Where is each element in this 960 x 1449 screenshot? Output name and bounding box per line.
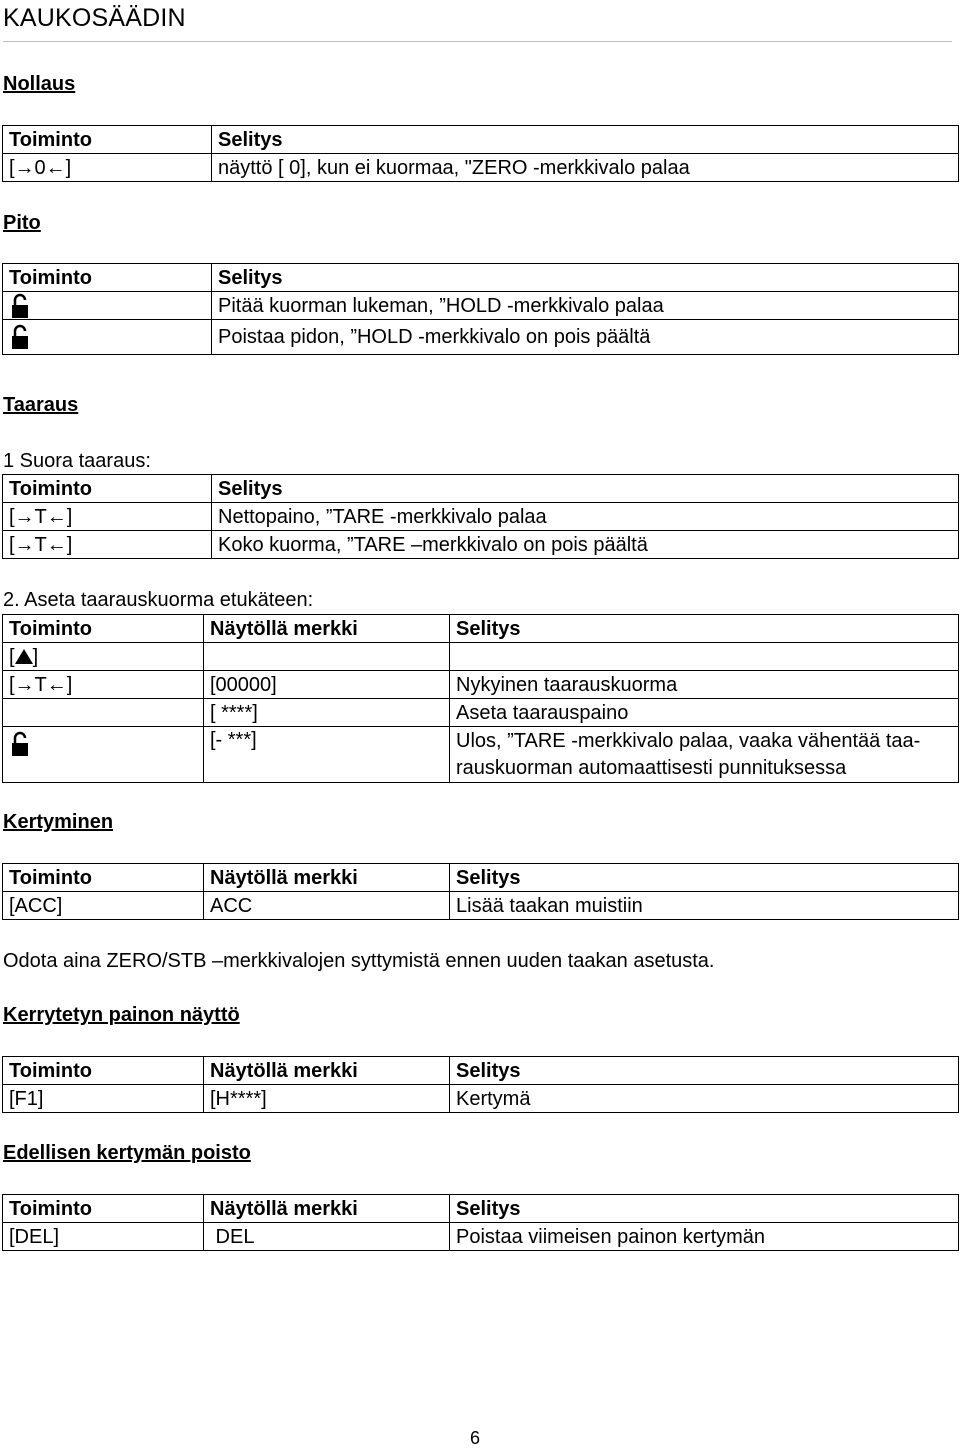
header-cell: Toiminto	[3, 1195, 204, 1223]
action-cell: [ACC]	[3, 892, 204, 920]
section-heading-kertyminen: Kertyminen	[3, 811, 114, 833]
header-cell: Näytöllä merkki	[204, 864, 450, 892]
page-title: KAUKOSÄÄDIN	[3, 4, 186, 32]
table-kertyminen	[2, 863, 959, 920]
display-cell: [H****]	[204, 1085, 450, 1113]
header-cell: Selitys	[450, 615, 959, 643]
table-suora-taaraus	[2, 474, 959, 559]
action-cell: [→T←]	[3, 531, 212, 559]
display-cell: [- ***]	[204, 727, 450, 783]
table-header-row	[3, 615, 959, 643]
header-cell: Näytöllä merkki	[204, 1195, 450, 1223]
description-cell: Ulos, ”TARE -merkkivalo palaa, vaaka vähentää taa-rauskuorman automaattisesti punnituksessa	[450, 727, 959, 783]
header-cell: Toiminto	[3, 1057, 204, 1085]
description-cell: Aseta taarauspaino	[450, 699, 959, 727]
table-row	[3, 531, 959, 559]
display-cell: DEL	[204, 1223, 450, 1251]
table-aseta-taarauskuorma	[2, 614, 959, 783]
action-cell	[3, 292, 212, 320]
header-cell: Selitys	[212, 475, 959, 503]
action-cell	[3, 727, 204, 783]
table-row	[3, 727, 959, 783]
section-heading-pito: Pito	[3, 212, 41, 234]
lock-icon	[11, 731, 29, 757]
lock-icon	[11, 324, 29, 350]
header-cell: Selitys	[450, 864, 959, 892]
title-divider	[3, 41, 952, 42]
header-cell: Selitys	[212, 126, 959, 154]
table-row	[3, 292, 959, 320]
table-kerrytetyn-painon	[2, 1056, 959, 1113]
table-header-row	[3, 1057, 959, 1085]
table-row	[3, 699, 959, 727]
note-text: Odota aina ZERO/STB –merkkivalojen syttymistä ennen uuden taakan asetusta.	[3, 950, 715, 972]
description-cell: Nykyinen taarauskuorma	[450, 671, 959, 699]
subheading-aseta-taarauskuorma: 2. Aseta taarauskuorma etukäteen:	[3, 589, 314, 611]
description-cell: Poistaa viimeisen painon kertymän	[450, 1223, 959, 1251]
up-triangle-icon	[15, 649, 33, 664]
header-cell: Toiminto	[3, 615, 204, 643]
description-cell: Poistaa pidon, ”HOLD -merkkivalo on pois päältä	[212, 320, 959, 355]
action-cell: [→T←]	[3, 671, 204, 699]
action-cell	[3, 320, 212, 355]
section-heading-kerrytetyn-painon: Kerrytetyn painon näyttö	[3, 1004, 240, 1026]
header-cell: Näytöllä merkki	[204, 1057, 450, 1085]
header-cell: Toiminto	[3, 475, 212, 503]
table-row	[3, 154, 959, 182]
table-header-row	[3, 475, 959, 503]
subheading-suora-taaraus: 1 Suora taaraus:	[3, 450, 151, 472]
description-cell	[450, 643, 959, 671]
header-cell: Selitys	[450, 1057, 959, 1085]
section-heading-edellisen-kertyman: Edellisen kertymän poisto	[3, 1142, 251, 1164]
header-cell: Selitys	[450, 1195, 959, 1223]
table-row	[3, 1085, 959, 1113]
table-row	[3, 1223, 959, 1251]
description-cell: näyttö [ 0], kun ei kuormaa, "ZERO -merkkivalo palaa	[212, 154, 959, 182]
action-cell: [→0←]	[3, 154, 212, 182]
table-pito	[2, 263, 959, 355]
table-row	[3, 892, 959, 920]
description-cell: Kertymä	[450, 1085, 959, 1113]
display-cell: [00000]	[204, 671, 450, 699]
header-cell: Toiminto	[3, 864, 204, 892]
header-cell: Selitys	[212, 264, 959, 292]
header-cell: Näytöllä merkki	[204, 615, 450, 643]
table-row	[3, 320, 959, 355]
action-cell	[3, 699, 204, 727]
header-cell: Toiminto	[3, 126, 212, 154]
description-cell: Lisää taakan muistiin	[450, 892, 959, 920]
action-cell: [→T←]	[3, 503, 212, 531]
table-row	[3, 671, 959, 699]
section-heading-nollaus: Nollaus	[3, 73, 76, 95]
table-row	[3, 643, 959, 671]
lock-icon	[11, 293, 29, 319]
action-cell: [DEL]	[3, 1223, 204, 1251]
table-header-row	[3, 864, 959, 892]
section-heading-taaraus: Taaraus	[3, 394, 79, 416]
action-cell: [ ]	[3, 643, 204, 671]
table-header-row	[3, 264, 959, 292]
table-edellisen-kertyman	[2, 1194, 959, 1251]
description-cell: Koko kuorma, ”TARE –merkkivalo on pois päältä	[212, 531, 959, 559]
description-cell: Nettopaino, ”TARE -merkkivalo palaa	[212, 503, 959, 531]
page-number: 6	[470, 1428, 481, 1448]
table-row	[3, 503, 959, 531]
table-header-row	[3, 126, 959, 154]
display-cell: [ ****]	[204, 699, 450, 727]
table-nollaus	[2, 125, 959, 182]
table-header-row	[3, 1195, 959, 1223]
action-cell: [F1]	[3, 1085, 204, 1113]
description-cell: Pitää kuorman lukeman, ”HOLD -merkkivalo palaa	[212, 292, 959, 320]
display-cell	[204, 643, 450, 671]
header-cell: Toiminto	[3, 264, 212, 292]
display-cell: ACC	[204, 892, 450, 920]
